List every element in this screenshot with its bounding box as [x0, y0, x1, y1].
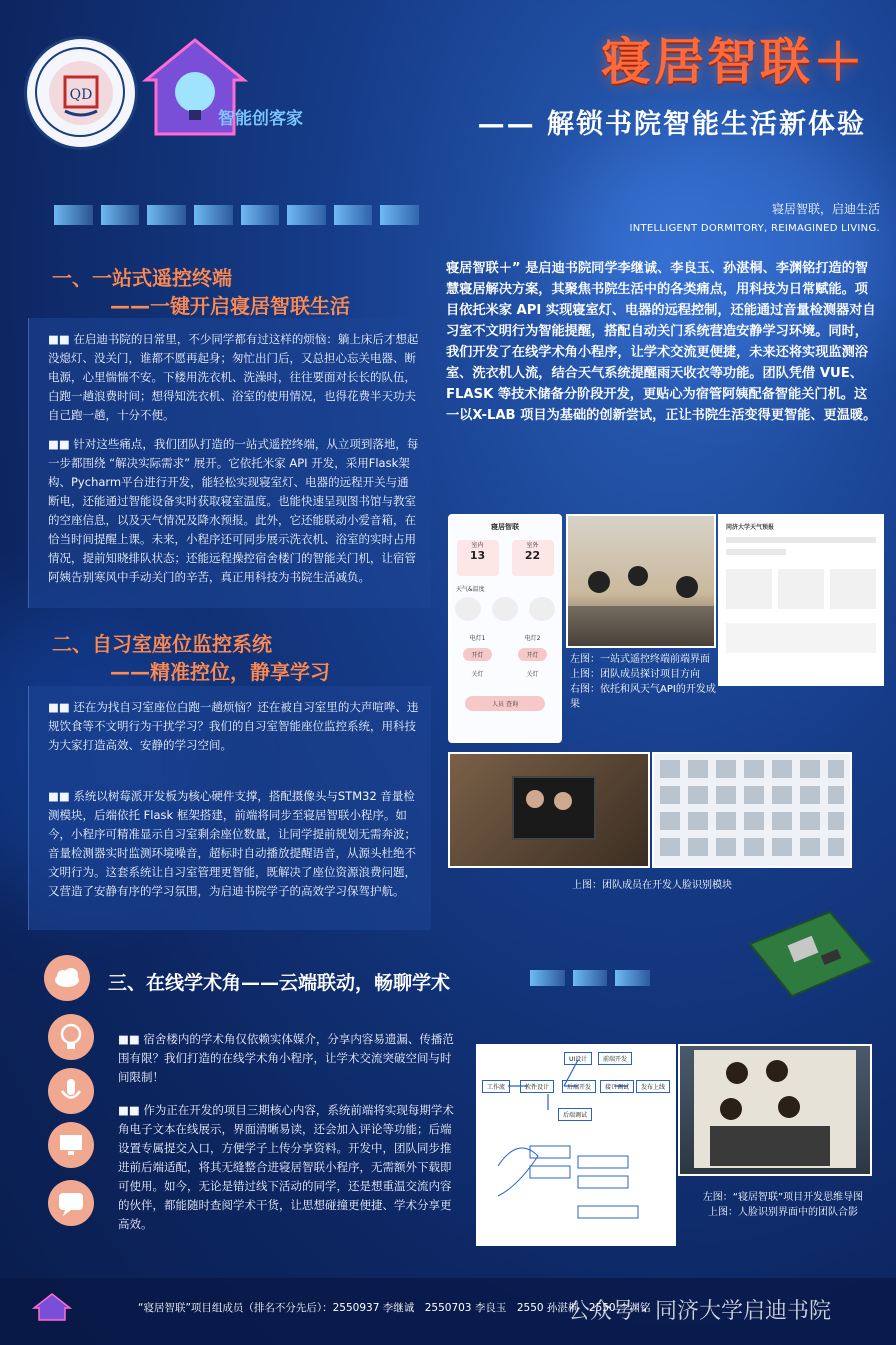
- circuit-board-icon: [740, 904, 880, 1004]
- section2-subtitle: ——精准控位，静享学习: [110, 660, 330, 684]
- section1-subtitle: ——一键开启寝居智联生活: [110, 294, 350, 318]
- mindmap-node-workflow: 工作流: [482, 1080, 510, 1093]
- section3-para1: ■■ 宿舍楼内的学术角仅依赖实体媒介，分享内容易遗漏、传播范围有限？我们打造的在线学术角小程序，让学术交流突破空间与时间限制！: [118, 1032, 454, 1084]
- microphone-icon: [48, 1068, 94, 1114]
- brand-logo-text: 智能创客家: [218, 109, 303, 129]
- team-group-photo: [678, 1044, 872, 1176]
- wechat-watermark: 公众号 · 同济大学启迪书院: [568, 1299, 831, 1324]
- lightbulb-icon: [48, 1014, 94, 1060]
- phone-lamp2-label: 电灯2: [524, 635, 541, 642]
- face-thumbnail-grid-icon: [654, 754, 850, 866]
- weather-icon: [492, 597, 518, 621]
- poster-title: 寝居智联＋: [601, 33, 866, 91]
- lamp1-on-button[interactable]: 开灯: [463, 648, 491, 661]
- lamp2-off-button[interactable]: 关灯: [526, 671, 539, 678]
- lamp1-off-button[interactable]: 关灯: [471, 671, 484, 678]
- phone-weather-label: 天气&温度: [456, 586, 485, 593]
- section1-para2: ■■ 针对这些痛点，我们团队打造的一站式遥控终端，从立项到落地，每一步都围绕 “解决实际需求” 展开。它依托米家 API 开发，采用Flask架构、Pycharm平台进行开发，能轻松实现寝室灯、电器的远程开关与通断电，还能通过智能设备实时获取寝室温度。也能快速呈现图书馆与教室的空座信息，以及天气情况及降水预报。此外，它还能联动小爱音箱，在恰当时间提醒上课。未来，小程序还可同步展示洗衣机、浴室的实时占用情况，提前知晓排队状态；还能远程操控宿舍楼门的智能关门机，让宿管阿姨告别寒风中手动关门的辛苦，真正用科技为书院生活减负。: [48, 437, 419, 584]
- mindmap-node-backend-debug: 后端调试: [558, 1108, 592, 1121]
- decorative-stripes: [54, 205, 419, 225]
- section2-para1: ■■ 还在为找自习室座位白跑一趟烦恼？还在被自习室里的大声喧哗、违规饮食等不文明行为干扰学习？我们的自习室智能座位监控系统，用科技为大家打造高效、安静的学习空间。: [48, 700, 419, 752]
- mindmap-node-frontend: 前端开发: [598, 1052, 632, 1065]
- speech-bubble-icon: [48, 1180, 94, 1226]
- section3-para2: ■■ 作为正在开发的项目三期核心内容，系统前端将实现每期学术角电子文本在线展示，界面清晰易读，还会加入评论等功能；后端设置专属提交入口，方便学子上传分享资料。开发中，团队同步推进前后端适配，将其无缝整合进寝居智联小程序，无需额外下载即可使用。如今，无论是错过线下活动的同学，还是想重温交流内容的伙伴，都能随时查阅学术干货，让思想碰撞更便捷、学术分享更高效。: [118, 1103, 454, 1231]
- project-intro: 寝居智联＋” 是启迪书院同学李继诚、李良玉、孙湛桐、李渊铭打造的智慧寝居解决方案，其聚焦书院生活中的各类痛点，用科技为日常赋能。项目依托米家 API 实现寝室灯、电器的远程控制，还能通过音量检测器对自习室不文明行为智能提醒，搭配自动关门系统营造安静学习环境。同时，我们开发了在线学术角小程序，让学术交流更便捷，未来还将实现监测浴室、洗衣机人流，结合天气系统提醒雨天收衣等功能。团队凭借 VUE、FLASK 等技术储备分阶段开发，更贴心为宿管阿姨配备智能关门机。这一以X-LAB 项目为基础的创新尝试，正让书院生活变得更智能、更温暖。: [446, 261, 877, 423]
- svg-text:QD: QD: [69, 87, 93, 103]
- phone-ui-screenshot: [448, 514, 562, 743]
- phone-outdoor-temp: 室外 22: [512, 540, 554, 576]
- slogan: [629, 200, 880, 234]
- mindmap-node-software-design: 软件设计: [520, 1080, 554, 1093]
- weather-icon: [529, 597, 555, 621]
- slogan-cn: 寝居智联，启迪生活: [771, 202, 880, 216]
- mindmap-lines-icon: [478, 1046, 674, 1244]
- caption-row3: 左图：“寝居智联”项目开发思维导图 上图：人脸识别界面中的团队合影: [702, 1192, 864, 1218]
- weather-api-screenshot: [718, 514, 884, 686]
- section3-title: 三、在线学术角——云端联动，畅聊学术: [108, 972, 451, 994]
- poster-subtitle: —— 解锁书院智能生活新体验: [477, 109, 866, 140]
- decorative-stripes: [530, 970, 650, 986]
- seal-graphic-icon: [27, 39, 135, 147]
- slogan-en: INTELLIGENT DORMITORY, REIMAGINED LIVING.: [629, 223, 880, 234]
- section2-title: 二、自习室座位监控系统: [52, 632, 272, 656]
- caption-row2: 上图：团队成员在开发人脸识别模块: [572, 880, 732, 891]
- section1-para1: ■■ 在启迪书院的日常里，不少同学都有过这样的烦恼：躺上床后才想起没熄灯、没关门，谁都不愿再起身；匆忙出门后，又总担心忘关电器、断电源，心里惴惴不安。下楼用洗衣机、洗澡时，往往要面对长长的队伍，白跑一趟浪费时间；想得知洗衣机、浴室的使用情况，也得花费半天功夫自己跑一趟，十分不便。: [48, 332, 419, 422]
- college-seal-logo: [24, 36, 138, 150]
- query-button[interactable]: 人员 查询: [465, 696, 545, 711]
- mindmap-node-api-debug: 接口调试: [600, 1080, 634, 1093]
- caption-row1: 左图：一站式遥控终端前端界面 上图：团队成员探讨项目方向 右图：依托和风天气API的开发成果: [570, 654, 716, 710]
- phone-lamp1-label: 电灯1: [469, 635, 486, 642]
- team-discussion-photo: [566, 514, 716, 648]
- face-dataset-grid: [652, 752, 852, 868]
- mindmap-node-ui-design: UI设计: [564, 1052, 592, 1065]
- mindmap-node-release: 发布上线: [636, 1080, 670, 1093]
- lamp2-on-button[interactable]: 开灯: [518, 648, 546, 661]
- monitor-icon: [48, 1122, 94, 1168]
- weather-icon: [455, 597, 481, 621]
- mindmap-node-backend: 后端开发: [562, 1080, 596, 1093]
- section1-title: 一、一站式遥控终端: [52, 266, 232, 290]
- footer-members: “寝居智联”项目组成员（排名不分先后）：2550937 李继诚 2550703 李良玉 2550 孙湛桐 2550 李渊铭: [138, 1302, 651, 1314]
- section2-para2: ■■ 系统以树莓派开发板为核心硬件支撑，搭配摄像头与STM32 音量检测模块，后端依托 Flask 框架搭建，前端将同步至寝居智联小程序。如今，小程序可精准显示自习室剩余座位数量，让同学提前规划无需奔波；音量检测器实时监测环境噪音，超标时自动播放提醒语音，从源头杜绝不文明行为。这套系统让自习室管理更智能，既解决了座位资源浪费问题，又营造了安静有序的学习氛围，为启迪书院学子的高效学习保驾护航。: [48, 789, 416, 898]
- cloud-icon: [44, 955, 90, 1001]
- project-mindmap: [476, 1044, 676, 1246]
- weather-panel-title: 同济大学天气预报: [726, 524, 775, 531]
- face-recognition-photo: [448, 752, 650, 868]
- footer-logo-icon: [32, 1292, 72, 1322]
- phone-indoor-temp: 室内 13: [457, 540, 499, 576]
- phone-app-title: 寝居智联: [491, 523, 519, 531]
